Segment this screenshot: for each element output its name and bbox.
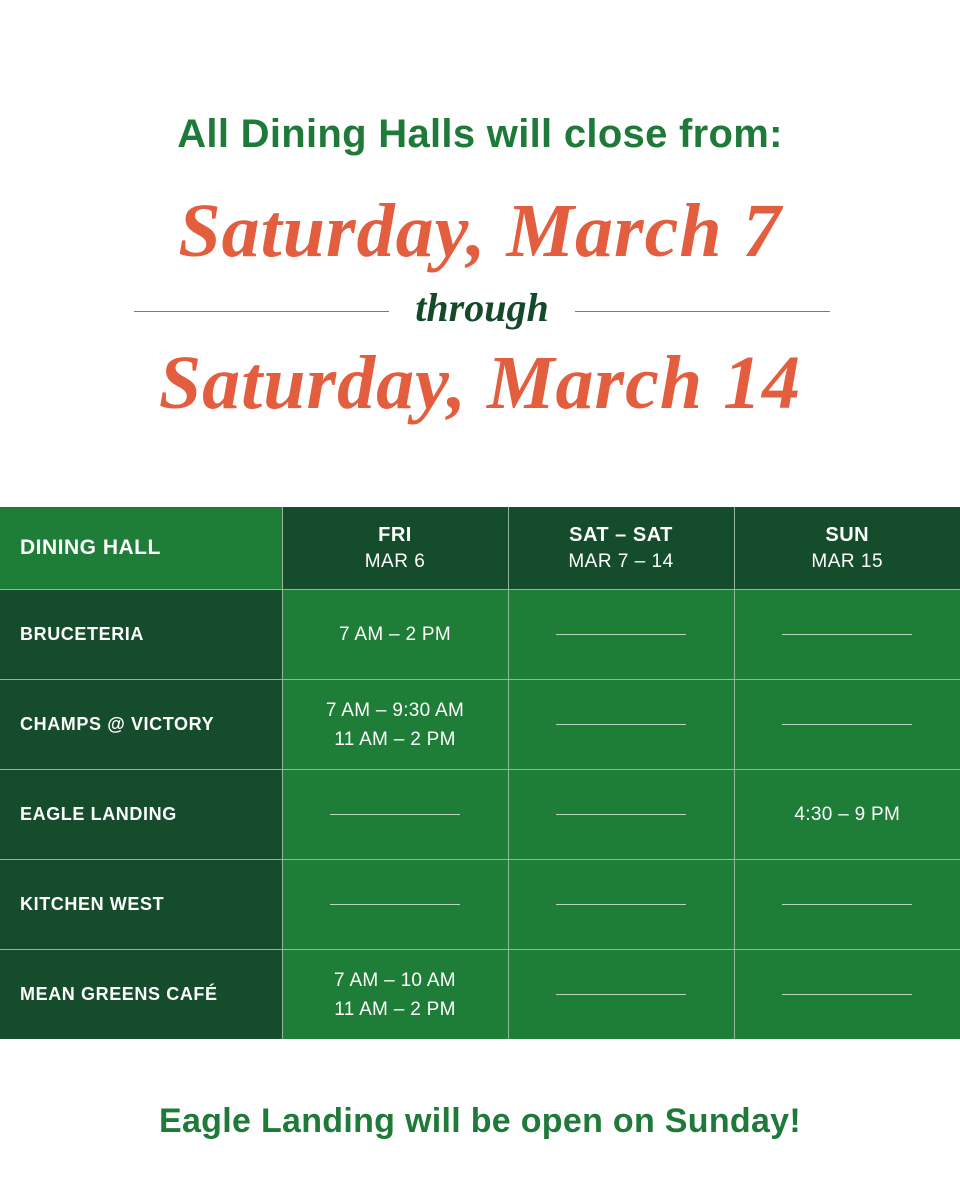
footer-note: Eagle Landing will be open on Sunday! [158,1102,802,1140]
closed-dash [556,904,686,905]
column-header-date: MAR 6 [364,550,426,572]
closed-dash [556,634,686,635]
closed-dash [556,994,686,995]
hours-cell-fri [282,860,508,950]
hours-text: 11 AM – 2 PM [334,998,456,1020]
hours-cell-sun [734,590,960,680]
dining-hall-name: CHAMPS @ VICTORY [0,680,282,770]
dining-hall-name: MEAN GREENS CAFÉ [0,950,282,1040]
closed-dash [782,634,912,635]
hours-cell-sat [508,950,734,1040]
hours-table [0,507,960,1039]
hours-cell-fri [282,770,508,860]
hours-text: 7 AM – 9:30 AM [325,699,465,721]
closed-dash [330,904,460,905]
hours-text: 4:30 – 9 PM [794,804,901,825]
column-header-day: SAT – SAT [569,523,673,546]
hours-cell-sun [734,680,960,770]
hours-text: 7 AM – 10 AM [334,969,456,991]
column-header-day: FRI [378,523,412,546]
through-label: through [415,284,549,330]
column-header-date: MAR 15 [811,550,884,572]
closed-dash [782,994,912,995]
through-divider [134,286,830,336]
hours-cell-sat [508,860,734,950]
column-header-sun [734,507,960,590]
divider-line-left [134,311,389,312]
closed-dash [782,724,912,725]
hours-cell-sun [734,770,960,860]
closure-start-date: Saturday, March 7 [178,189,782,273]
hours-cell-sat [508,770,734,860]
closed-dash [556,724,686,725]
dining-hall-name: KITCHEN WEST [0,860,282,950]
table-row [0,590,960,680]
column-header-date: MAR 7 – 14 [568,550,674,572]
closed-dash [556,814,686,815]
hours-cell-sun [734,950,960,1040]
closed-dash [330,814,460,815]
table-row [0,950,960,1040]
closed-dash [782,904,912,905]
headline: All Dining Halls will close from: [177,112,783,156]
column-header-fri [282,507,508,590]
dining-hall-name: BRUCETERIA [0,590,282,680]
column-header-day: SUN [825,523,870,546]
table-row [0,680,960,770]
hours-cell-sun [734,860,960,950]
hours-text: 7 AM – 2 PM [338,624,452,645]
divider-line-right [575,311,830,312]
table-row [0,860,960,950]
hours-cell-sat [508,680,734,770]
hours-cell-fri [282,950,508,1040]
table-header-row [0,507,960,590]
dining-hall-name: EAGLE LANDING [0,770,282,860]
closure-end-date: Saturday, March 14 [158,341,802,425]
column-header-dining-hall: DINING HALL [0,507,282,590]
hours-cell-sat [508,590,734,680]
hours-text: 11 AM – 2 PM [334,728,456,750]
table-row [0,770,960,860]
hours-cell-fri [282,590,508,680]
hours-cell-fri [282,680,508,770]
column-header-sat-sat [508,507,734,590]
